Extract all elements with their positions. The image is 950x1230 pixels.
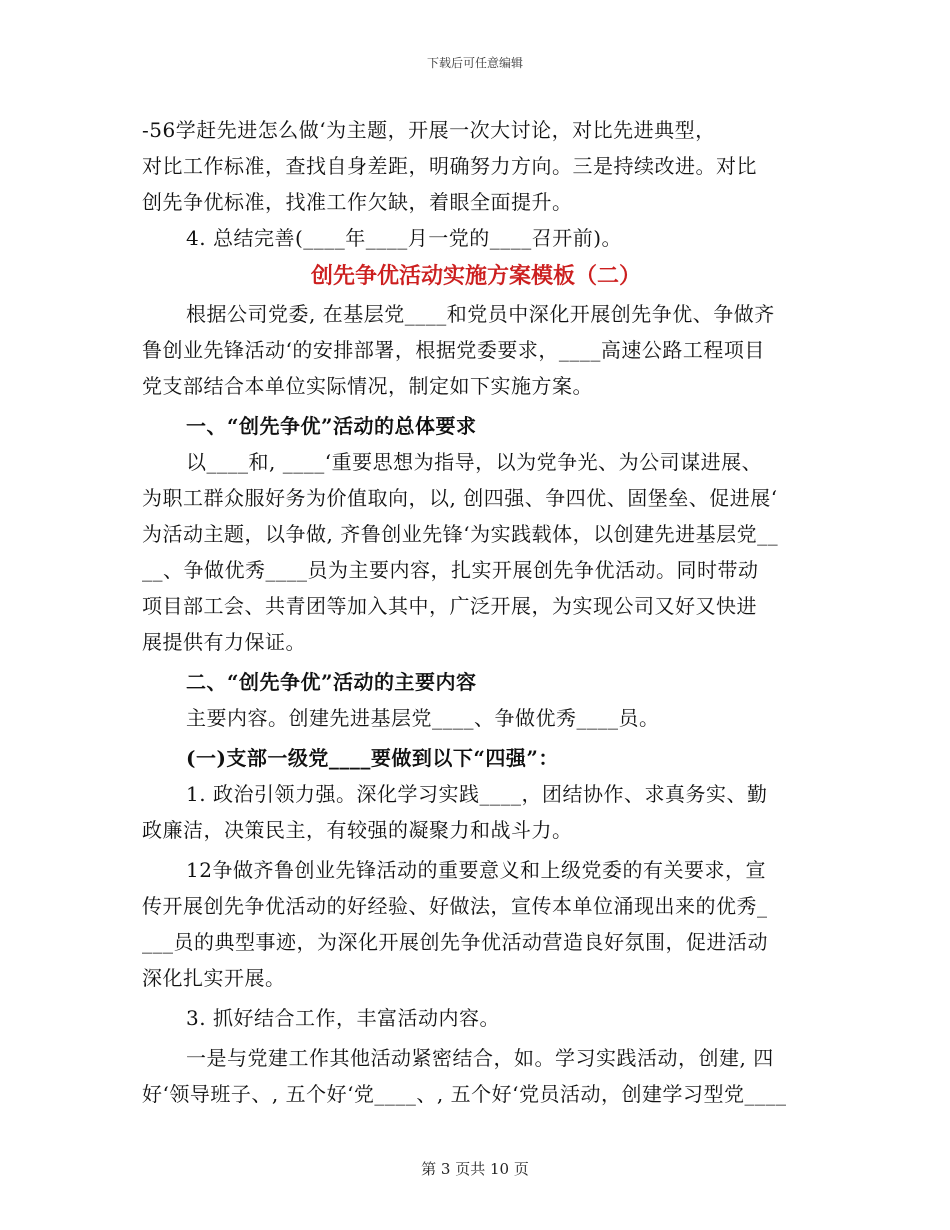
paragraph-line: 传开展创先争优活动的好经验、好做法，宣传本单位涌现出来的优秀_: [142, 894, 768, 918]
paragraph-line: 以____和, ____ʻ重要思想为指导，以为党争光、为公司谋进展、: [186, 450, 763, 474]
page-header-note: 下载后可任意编辑: [426, 56, 523, 70]
page-number: 第 3 页共 10 页: [421, 1160, 529, 1178]
paragraph-line: __、争做优秀____员为主要内容，扎实开展创先争优活动。同时带动: [142, 558, 759, 582]
heading-main-content: 二、“创先争优”活动的主要内容: [186, 670, 477, 694]
paragraph-line: 好ʻ领导班子、, 五个好ʻ党____、, 五个好ʻ党员活动，创建学习型党____: [142, 1082, 787, 1106]
paragraph-line: 根据公司党委, 在基层党____和党员中深化开展创先争优、争做齐: [186, 302, 775, 326]
paragraph-line: 党支部结合本单位实际情况，制定如下实施方案。: [142, 374, 593, 398]
heading-four-strengths: (一)支部一级党____要做到以下“四强”：: [186, 746, 559, 770]
paragraph-line: 为活动主题，以争做, 齐鲁创业先锋ʻ为实践载体，以创建先进基层党__: [142, 522, 779, 546]
paragraph-line: 3. 抓好结合工作，丰富活动内容。: [186, 1006, 500, 1030]
paragraph-line: 主要内容。创建先进基层党____、争做优秀____员。: [186, 706, 660, 730]
paragraph-line: -56学赶先进怎么做ʻ为主题，开展一次大讨论，对比先进典型，: [142, 118, 716, 142]
paragraph-line: 创先争优标准，找准工作欠缺，着眼全面提升。: [142, 190, 573, 214]
paragraph-line: 为职工群众服好务为价值取向，以, 创四强、争四优、固堡垒、促进展ʻ: [142, 486, 778, 510]
paragraph-line: 深化扎实开展。: [142, 966, 286, 990]
paragraph-line: 展提供有力保证。: [142, 630, 306, 654]
paragraph-line: 1. 政治引领力强。深化学习实践____，团结协作、求真务实、勤: [186, 782, 768, 806]
heading-general-requirements: 一、“创先争优”活动的总体要求: [186, 414, 477, 438]
document-body: [142, 112, 810, 1112]
paragraph-line: 鲁创业先锋活动ʻ的安排部署，根据党委要求，____高速公路工程项目: [142, 338, 765, 362]
paragraph-line: 一是与党建工作其他活动紧密结合，如。学习实践活动，创建, 四: [186, 1046, 774, 1070]
paragraph-line: ___员的典型事迹，为深化开展创先争优活动营造良好氛围，促进活动: [142, 930, 768, 954]
paragraph-line: 对比工作标准，查找自身差距，明确努力方向。三是持续改进。对比: [142, 154, 757, 178]
section-title: 创先争优活动实施方案模板（二）: [310, 263, 641, 289]
paragraph-line: 12争做齐鲁创业先锋活动的重要意义和上级党委的有关要求，宣: [186, 858, 766, 882]
paragraph-line: 政廉洁，决策民主，有较强的凝聚力和战斗力。: [142, 818, 573, 842]
paragraph-line: 项目部工会、共青团等加入其中，广泛开展，为实现公司又好又快进: [142, 594, 757, 618]
step-4-heading: 4. 总结完善(____年____月一党的____召开前)。: [186, 226, 623, 250]
